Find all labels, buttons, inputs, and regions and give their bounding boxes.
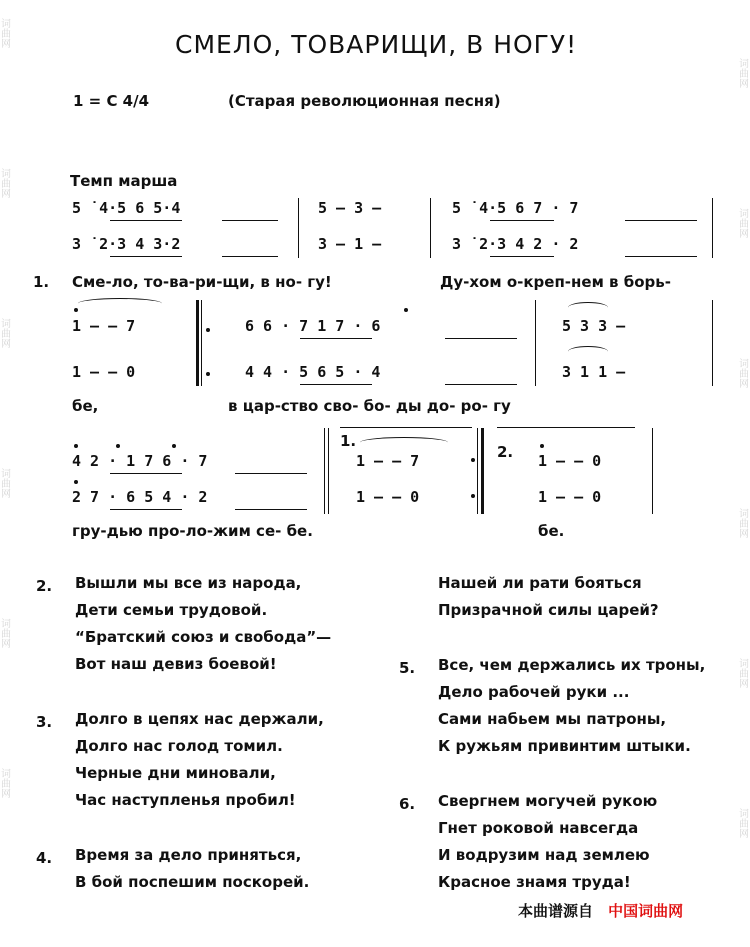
- octave-dot: [540, 444, 544, 448]
- verse-line: Сами набьем мы патроны,: [438, 710, 667, 728]
- watermark-text: 词曲网: [1, 469, 11, 500]
- repeat-dot: [206, 328, 210, 332]
- score-measure-upper: 5 — 3 —: [318, 199, 382, 217]
- octave-dot: [172, 444, 176, 448]
- verse-line: Долго нас голод томил.: [75, 737, 283, 755]
- beam-line: [110, 256, 182, 257]
- tie-arc: [78, 298, 162, 309]
- beam-line: [222, 220, 278, 221]
- score-measure-upper: 1 — — 0: [538, 452, 602, 470]
- page-title: СМЕЛО, ТОВАРИЩИ, В НОГУ!: [175, 30, 578, 59]
- watermark-text: 词曲网: [739, 209, 749, 240]
- octave-dot: [74, 480, 78, 484]
- score-measure-lower: 3 — 1 —: [318, 235, 382, 253]
- repeat-dot: [206, 372, 210, 376]
- verse-4: [75, 842, 309, 896]
- verse-line: Вот наш девиз боевой!: [75, 655, 277, 673]
- repeat-barline: [196, 300, 199, 386]
- beam-line: [490, 220, 554, 221]
- verse-line: Час наступленья пробил!: [75, 791, 296, 809]
- verse-line: Нашей ли рати бояться: [438, 574, 642, 592]
- repeat-barline: [481, 428, 484, 514]
- source-credit: [518, 900, 683, 921]
- tempo-marking: Темп марша: [70, 172, 178, 190]
- watermark-text: 词曲网: [1, 319, 11, 350]
- verse-number: 6.: [399, 795, 416, 813]
- repeat-barline: [477, 428, 478, 514]
- barline: [430, 198, 431, 258]
- tie-arc: [568, 346, 608, 357]
- verse-line: Все, чем держались их троны,: [438, 656, 706, 674]
- score-measure-upper: 5 3 3 —: [562, 317, 626, 335]
- verse-number: 3.: [36, 713, 53, 731]
- barline: [324, 428, 325, 514]
- volta-bracket: [340, 427, 472, 428]
- verse-number: 5.: [399, 659, 416, 677]
- beam-line: [235, 509, 307, 510]
- octave-dot: [74, 444, 78, 448]
- verse-line: И водрузим над землею: [438, 846, 650, 864]
- score-measure-lower: 2 7 · 6 5 4 · 2: [72, 488, 208, 506]
- verse-line: Дело рабочей руки ...: [438, 683, 630, 701]
- verse-2-continued: [438, 570, 659, 624]
- verse-line: Черные дни миновали,: [75, 764, 276, 782]
- repeat-dot: [471, 494, 475, 498]
- left-watermark-strip: [0, 0, 12, 947]
- lyric-line: бе.: [538, 522, 565, 540]
- watermark-text: 词曲网: [739, 809, 749, 840]
- score-measure-upper: 1 — — 7: [356, 452, 420, 470]
- tie-arc: [568, 302, 608, 313]
- volta-2-label: 2.: [497, 443, 514, 461]
- verse-line: Призрачной силы царей?: [438, 601, 659, 619]
- verse-line: В бой поспешим поскорей.: [75, 873, 310, 891]
- verse-number: 1.: [33, 273, 50, 291]
- beam-line: [300, 384, 372, 385]
- verse-5: [438, 652, 705, 760]
- beam-line: [110, 509, 182, 510]
- octave-dot: [116, 444, 120, 448]
- score-measure-lower: 1 — — 0: [356, 488, 420, 506]
- verse-line: “Братский союз и свобода”—: [75, 628, 332, 646]
- beam-line: [110, 473, 182, 474]
- lyric-line: гру-дью про-ло-жим се- бе.: [72, 522, 313, 540]
- verse-line: Свергнем могучей рукою: [438, 792, 658, 810]
- watermark-text: 词曲网: [739, 359, 749, 390]
- verse-line: Долго в цепях нас держали,: [75, 710, 324, 728]
- verse-2: [75, 570, 331, 678]
- beam-line: [300, 338, 372, 339]
- watermark-text: 词曲网: [1, 19, 11, 50]
- score-measure-upper: 4 2 · 1 7 6 · 7: [72, 452, 208, 470]
- volta-1-label: 1.: [340, 432, 357, 450]
- right-watermark-strip: [738, 0, 750, 947]
- verse-line: Вышли мы все из народа,: [75, 574, 302, 592]
- octave-dot: [404, 308, 408, 312]
- score-measure-upper: 1 — — 7: [72, 317, 136, 335]
- verse-line: К ружьям привинтим штыки.: [438, 737, 691, 755]
- score-measure-lower: 1 — — 0: [538, 488, 602, 506]
- barline: [712, 300, 713, 386]
- verse-line: Время за дело приняться,: [75, 846, 302, 864]
- source-prefix: 本曲谱源自: [518, 902, 594, 920]
- beam-line: [625, 220, 697, 221]
- score-measure-lower: 3 ˙2·3 4 3·2: [72, 235, 181, 253]
- lyric-line: Сме-ло, то-ва-ри-щи, в но- гу!: [72, 273, 332, 291]
- verse-6: [438, 788, 657, 896]
- beam-line: [490, 256, 554, 257]
- barline: [328, 428, 329, 514]
- verse-number: 2.: [36, 577, 53, 595]
- tie-arc: [360, 437, 448, 448]
- barline: [652, 428, 653, 514]
- verse-number: 4.: [36, 849, 53, 867]
- volta-bracket: [497, 427, 635, 428]
- barline: [712, 198, 713, 258]
- beam-line: [222, 256, 278, 257]
- source-site-link[interactable]: 中国词曲网: [608, 902, 684, 920]
- repeat-dot: [471, 458, 475, 462]
- verse-line: Красное знамя труда!: [438, 873, 631, 891]
- lyric-line: Ду-хом о-креп-нем в борь-: [440, 273, 671, 291]
- verse-line: Дети семьи трудовой.: [75, 601, 268, 619]
- watermark-text: 词曲网: [1, 619, 11, 650]
- watermark-text: 词曲网: [739, 509, 749, 540]
- score-measure-upper: 6 6 · 7 1 7 · 6: [245, 317, 381, 335]
- lyric-line: в цар-ство сво- бо- ды до- ро- гу: [228, 397, 511, 415]
- score-measure-lower: 3 ˙2·3 4 2 · 2: [452, 235, 579, 253]
- beam-line: [445, 384, 517, 385]
- octave-dot: [74, 308, 78, 312]
- verse-line: Гнет роковой навсегда: [438, 819, 639, 837]
- watermark-text: 词曲网: [739, 59, 749, 90]
- verse-3: [75, 706, 324, 814]
- beam-line: [110, 220, 182, 221]
- beam-line: [625, 256, 697, 257]
- score-measure-lower: 1 — — 0: [72, 363, 136, 381]
- barline: [535, 300, 536, 386]
- lyric-line: бе,: [72, 397, 99, 415]
- key-meter: 1 = C 4/4: [73, 92, 150, 110]
- repeat-barline: [201, 300, 202, 386]
- watermark-text: 词曲网: [1, 769, 11, 800]
- score-measure-upper: 5 ˙4·5 6 7 · 7: [452, 199, 579, 217]
- score-measure-upper: 5 ˙4·5 6 5·4: [72, 199, 181, 217]
- barline: [298, 198, 299, 258]
- score-measure-lower: 4 4 · 5 6 5 · 4: [245, 363, 381, 381]
- beam-line: [445, 338, 517, 339]
- watermark-text: 词曲网: [1, 169, 11, 200]
- beam-line: [235, 473, 307, 474]
- watermark-text: 词曲网: [739, 659, 749, 690]
- subtitle: (Старая революционная песня): [228, 92, 501, 110]
- score-measure-lower: 3 1 1 —: [562, 363, 626, 381]
